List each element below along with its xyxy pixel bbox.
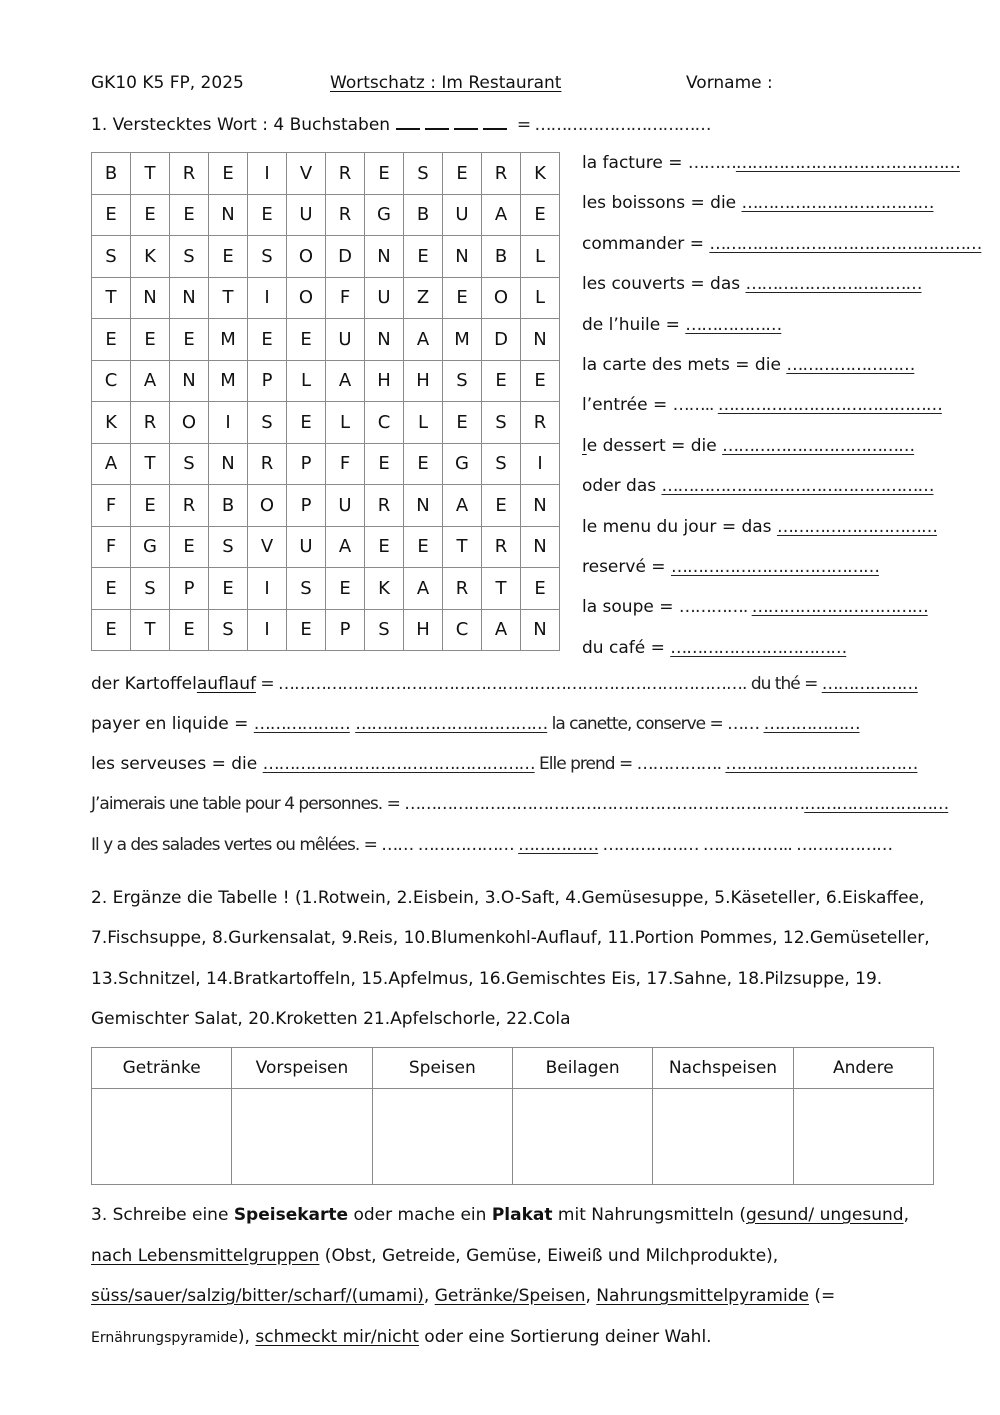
grid-cell[interactable]: D bbox=[326, 236, 365, 278]
grid-cell[interactable]: N bbox=[521, 485, 560, 527]
prompt-text: payer en liquide = bbox=[91, 714, 254, 734]
vocab-prompt: de l’huile = bbox=[582, 314, 686, 335]
text: oder mache ein bbox=[348, 1205, 492, 1225]
vocab-prompt: la carte des mets = die bbox=[582, 354, 787, 375]
vocab-prompt: la soupe = bbox=[582, 597, 679, 618]
vocab-line-table bbox=[91, 794, 948, 814]
answer-dots[interactable]: ……………… …………….. ……………… bbox=[598, 835, 893, 855]
text: 3. Schreibe eine bbox=[91, 1205, 234, 1225]
vocab-article-blank[interactable]: …………. bbox=[678, 597, 752, 618]
prompt-text: les serveuses = die bbox=[91, 754, 263, 774]
grid-cell[interactable]: E bbox=[443, 402, 482, 444]
prompt-text: Elle prend = ……………. bbox=[534, 754, 726, 774]
grid-cell[interactable]: A bbox=[482, 610, 521, 652]
section3-instructions bbox=[91, 1195, 951, 1358]
vocab-answer-blank[interactable]: ………………………………… bbox=[670, 556, 879, 577]
grid-cell[interactable]: P bbox=[248, 361, 287, 403]
grid-cell[interactable]: R bbox=[170, 485, 209, 527]
grid-cell[interactable]: V bbox=[248, 527, 287, 569]
category-header: Speisen bbox=[372, 1048, 512, 1089]
grid-cell[interactable]: T bbox=[92, 278, 131, 320]
grid-cell[interactable]: T bbox=[209, 278, 248, 320]
grid-cell[interactable]: E bbox=[287, 610, 326, 652]
grid-cell[interactable]: U bbox=[443, 195, 482, 237]
grid-cell[interactable]: O bbox=[287, 278, 326, 320]
vocab-prompt: du café = bbox=[582, 637, 671, 658]
grid-cell[interactable]: N bbox=[131, 278, 170, 320]
vocab-item bbox=[582, 193, 981, 233]
grid-cell[interactable]: E bbox=[92, 319, 131, 361]
grid-cell[interactable]: O bbox=[482, 278, 521, 320]
grid-cell[interactable]: S bbox=[287, 568, 326, 610]
grid-cell[interactable]: R bbox=[365, 485, 404, 527]
prompt-text: J’aimerais une table pour 4 personnes. = ………………………………………………………………… bbox=[91, 794, 805, 814]
letter-blank-1[interactable] bbox=[396, 116, 420, 130]
answer-blank[interactable]: …………… bbox=[518, 835, 599, 855]
category-cell[interactable] bbox=[372, 1089, 512, 1185]
vocab-prompt: e dessert = die bbox=[586, 435, 723, 456]
course-label: GK10 K5 FP, 2025 bbox=[91, 73, 244, 93]
grid-cell[interactable]: E bbox=[131, 485, 170, 527]
grid-cell[interactable]: F bbox=[92, 485, 131, 527]
vocab-answer-blank[interactable]: …………………………………… bbox=[717, 395, 942, 416]
underlined-lebensmittelgruppen: nach Lebensmittelgruppen bbox=[91, 1245, 320, 1266]
grid-cell[interactable]: N bbox=[170, 361, 209, 403]
grid-cell[interactable]: P bbox=[326, 610, 365, 652]
vocab-prompt: les couverts = das bbox=[582, 274, 746, 295]
grid-cell[interactable]: S bbox=[248, 402, 287, 444]
grid-cell[interactable]: I bbox=[209, 402, 248, 444]
text: mit Nahrungsmitteln ( bbox=[552, 1205, 746, 1225]
category-header: Nachspeisen bbox=[653, 1048, 793, 1089]
answer-blank[interactable]: …………………………………………… bbox=[262, 754, 535, 774]
text: , bbox=[903, 1205, 909, 1225]
grid-cell[interactable]: C bbox=[443, 610, 482, 652]
grid-cell[interactable]: E bbox=[482, 485, 521, 527]
text: ), bbox=[237, 1326, 256, 1347]
answer-blank[interactable]: ……………………………… bbox=[725, 754, 918, 774]
grid-cell[interactable]: A bbox=[131, 361, 170, 403]
grid-cell[interactable]: S bbox=[404, 153, 443, 195]
grid-cell[interactable]: S bbox=[482, 444, 521, 486]
grid-cell[interactable]: S bbox=[443, 361, 482, 403]
grid-cell[interactable]: E bbox=[404, 444, 443, 486]
vocab-prompt: oder das bbox=[582, 476, 662, 497]
text: (Obst, Getreide, Gemüse, Eiweiß und Milchprodukte), bbox=[319, 1245, 779, 1266]
grid-cell[interactable]: G bbox=[131, 527, 170, 569]
vocab-item bbox=[582, 638, 981, 678]
underlined-tastes: süss/sauer/salzig/bitter/scharf/(umami) bbox=[91, 1286, 424, 1306]
grid-cell[interactable]: P bbox=[170, 568, 209, 610]
grid-cell[interactable]: K bbox=[521, 153, 560, 195]
grid-cell[interactable]: S bbox=[170, 444, 209, 486]
vocab-line-kartoffelauflauf bbox=[91, 674, 918, 694]
grid-cell[interactable]: A bbox=[404, 319, 443, 361]
grid-cell[interactable]: E bbox=[404, 236, 443, 278]
grid-cell[interactable]: U bbox=[287, 195, 326, 237]
vocab-item bbox=[582, 476, 981, 516]
grid-cell[interactable]: C bbox=[365, 402, 404, 444]
grid-cell[interactable]: S bbox=[482, 402, 521, 444]
vocab-prompt: l’entrée = bbox=[582, 395, 673, 416]
vocab-line-serveuses bbox=[91, 754, 917, 774]
vocab-answer-blank[interactable]: …………………………… bbox=[745, 274, 922, 295]
grid-cell[interactable]: R bbox=[248, 444, 287, 486]
grid-cell[interactable]: R bbox=[326, 195, 365, 237]
text: , bbox=[423, 1286, 435, 1306]
answer-blank[interactable]: ……………………………… bbox=[355, 714, 548, 734]
hidden-word-prompt bbox=[91, 115, 711, 135]
vocab-item bbox=[582, 315, 981, 355]
grid-cell[interactable]: A bbox=[443, 485, 482, 527]
letter-blank-3[interactable] bbox=[454, 116, 478, 130]
vocab-article-blank[interactable]: …….. bbox=[672, 395, 718, 416]
grid-cell[interactable]: A bbox=[92, 444, 131, 486]
grid-cell[interactable]: E bbox=[326, 568, 365, 610]
category-cell[interactable] bbox=[232, 1089, 372, 1185]
grid-cell[interactable]: E bbox=[170, 527, 209, 569]
grid-cell[interactable]: I bbox=[248, 153, 287, 195]
vocab-line-salades bbox=[91, 835, 892, 855]
prompt-underlined: l bbox=[582, 435, 587, 456]
grid-cell[interactable]: C bbox=[92, 361, 131, 403]
vocab-answer-blank[interactable]: ……………………………… bbox=[741, 193, 934, 214]
grid-cell[interactable]: G bbox=[443, 444, 482, 486]
grid-cell[interactable]: O bbox=[287, 236, 326, 278]
vocab-item bbox=[582, 355, 981, 395]
underlined-getraenke-speisen: Getränke/Speisen bbox=[434, 1286, 586, 1306]
grid-cell[interactable]: U bbox=[287, 527, 326, 569]
vocab-answer-blank[interactable]: …………………… bbox=[786, 354, 915, 375]
grid-cell[interactable]: I bbox=[248, 568, 287, 610]
worksheet-title: Wortschatz : Im Restaurant bbox=[330, 73, 562, 93]
vocab-prompt: reservé = bbox=[582, 556, 671, 577]
grid-cell[interactable]: L bbox=[404, 402, 443, 444]
grid-cell[interactable]: S bbox=[209, 610, 248, 652]
grid-cell[interactable]: O bbox=[170, 402, 209, 444]
grid-cell[interactable]: R bbox=[131, 402, 170, 444]
grid-cell[interactable]: N bbox=[521, 610, 560, 652]
vocab-answer-blank[interactable]: …………………………… bbox=[751, 597, 928, 618]
grid-cell[interactable]: R bbox=[521, 402, 560, 444]
grid-cell[interactable]: B bbox=[404, 195, 443, 237]
grid-cell[interactable]: E bbox=[248, 319, 287, 361]
vocab-item bbox=[582, 517, 981, 557]
grid-cell[interactable]: Z bbox=[404, 278, 443, 320]
hidden-word-instruction: 1. Verstecktes Wort : 4 Buchstaben bbox=[91, 115, 391, 135]
grid-cell[interactable]: N bbox=[209, 444, 248, 486]
grid-cell[interactable]: E bbox=[209, 568, 248, 610]
text: (= bbox=[808, 1286, 836, 1306]
grid-cell[interactable]: D bbox=[482, 319, 521, 361]
grid-cell[interactable]: E bbox=[92, 195, 131, 237]
grid-cell[interactable]: F bbox=[92, 527, 131, 569]
grid-cell[interactable]: M bbox=[209, 361, 248, 403]
vocab-answer-blank[interactable]: …………………………… bbox=[670, 637, 847, 658]
vocab-item bbox=[582, 436, 981, 476]
grid-cell[interactable]: B bbox=[482, 236, 521, 278]
grid-cell[interactable]: T bbox=[131, 153, 170, 195]
vocab-item bbox=[582, 557, 981, 597]
grid-cell[interactable]: S bbox=[248, 236, 287, 278]
grid-cell[interactable]: E bbox=[209, 153, 248, 195]
vocab-answer-blank[interactable]: …………………………………………… bbox=[709, 233, 982, 254]
grid-cell[interactable]: N bbox=[365, 319, 404, 361]
grid-cell[interactable]: E bbox=[131, 319, 170, 361]
vocab-item bbox=[582, 395, 981, 435]
answer-blank[interactable]: ……………… bbox=[253, 714, 350, 734]
prompt-text: Il y a des salades vertes ou mêlées. = …… ……………… bbox=[91, 835, 519, 855]
grid-cell[interactable]: I bbox=[248, 278, 287, 320]
grid-cell[interactable]: R bbox=[326, 153, 365, 195]
grid-cell[interactable]: G bbox=[365, 195, 404, 237]
grid-cell[interactable]: R bbox=[170, 153, 209, 195]
grid-cell[interactable]: L bbox=[326, 402, 365, 444]
prompt-text: der Kartoffel bbox=[91, 674, 197, 694]
grid-cell[interactable]: E bbox=[92, 610, 131, 652]
vocab-item bbox=[582, 597, 981, 637]
underlined-gesund: gesund/ ungesund bbox=[745, 1205, 904, 1225]
answer-blank[interactable]: ……………………… bbox=[804, 794, 949, 814]
grid-cell[interactable]: E bbox=[92, 568, 131, 610]
grid-cell[interactable]: H bbox=[365, 361, 404, 403]
grid-cell[interactable]: F bbox=[326, 278, 365, 320]
grid-cell[interactable]: R bbox=[482, 527, 521, 569]
letter-blank-2[interactable] bbox=[425, 116, 449, 130]
prompt-underlined: auflauf bbox=[196, 674, 256, 694]
grid-cell[interactable]: V bbox=[287, 153, 326, 195]
grid-cell[interactable]: E bbox=[365, 153, 404, 195]
grid-cell[interactable]: E bbox=[248, 195, 287, 237]
small-text: Ernährungspyramide bbox=[91, 1329, 238, 1346]
grid-cell[interactable]: A bbox=[482, 195, 521, 237]
category-header: Beilagen bbox=[512, 1048, 652, 1089]
word-search-grid bbox=[91, 152, 560, 651]
grid-cell[interactable]: E bbox=[170, 319, 209, 361]
grid-cell[interactable]: M bbox=[209, 319, 248, 361]
grid-cell[interactable]: U bbox=[365, 278, 404, 320]
category-cell[interactable] bbox=[92, 1089, 232, 1185]
grid-cell[interactable]: A bbox=[326, 527, 365, 569]
vocab-answer-blank[interactable]: ……………………………… bbox=[722, 435, 915, 456]
category-header: Vorspeisen bbox=[232, 1048, 372, 1089]
category-cell[interactable] bbox=[512, 1089, 652, 1185]
grid-cell[interactable]: E bbox=[521, 361, 560, 403]
answer-blank[interactable]: ……………… bbox=[821, 674, 918, 694]
grid-cell[interactable]: H bbox=[404, 361, 443, 403]
grid-cell[interactable]: E bbox=[131, 195, 170, 237]
grid-cell[interactable]: P bbox=[287, 444, 326, 486]
vocab-answer-blank[interactable]: ………………………… bbox=[776, 516, 937, 537]
bold-plakat: Plakat bbox=[491, 1205, 553, 1225]
grid-cell[interactable]: T bbox=[482, 568, 521, 610]
grid-cell[interactable]: L bbox=[521, 236, 560, 278]
grid-cell[interactable]: T bbox=[131, 610, 170, 652]
grid-cell[interactable]: I bbox=[521, 444, 560, 486]
grid-cell[interactable]: U bbox=[326, 319, 365, 361]
grid-cell[interactable]: E bbox=[365, 444, 404, 486]
prompt-text: = ……………………………………………………………………………. du thé = bbox=[255, 674, 822, 694]
grid-cell[interactable]: S bbox=[209, 527, 248, 569]
grid-cell[interactable]: N bbox=[404, 485, 443, 527]
grid-cell[interactable]: S bbox=[92, 236, 131, 278]
grid-cell[interactable]: K bbox=[365, 568, 404, 610]
grid-cell[interactable]: R bbox=[482, 153, 521, 195]
underlined-pyramide: Nahrungsmittelpyramide bbox=[596, 1286, 809, 1306]
vocab-item bbox=[582, 274, 981, 314]
grid-cell[interactable]: E bbox=[170, 195, 209, 237]
grid-cell[interactable]: O bbox=[248, 485, 287, 527]
grid-cell[interactable]: K bbox=[131, 236, 170, 278]
grid-cell[interactable]: A bbox=[326, 361, 365, 403]
prompt-text: la canette, conserve = …… bbox=[547, 714, 764, 734]
bold-speisekarte: Speisekarte bbox=[233, 1205, 349, 1225]
grid-cell[interactable]: N bbox=[443, 236, 482, 278]
grid-cell[interactable]: N bbox=[521, 527, 560, 569]
grid-cell[interactable]: S bbox=[170, 236, 209, 278]
text: , bbox=[585, 1286, 597, 1306]
grid-cell[interactable]: E bbox=[443, 153, 482, 195]
grid-cell[interactable]: E bbox=[209, 236, 248, 278]
grid-cell[interactable]: N bbox=[521, 319, 560, 361]
vocab-prompt: commander = bbox=[582, 233, 710, 254]
grid-cell[interactable]: E bbox=[521, 568, 560, 610]
category-header: Andere bbox=[793, 1048, 933, 1089]
grid-cell[interactable]: E bbox=[482, 361, 521, 403]
grid-cell[interactable]: A bbox=[404, 568, 443, 610]
grid-cell[interactable]: E bbox=[443, 278, 482, 320]
answer-blank[interactable]: ……………… bbox=[763, 714, 860, 734]
text: oder eine Sortierung deiner Wahl. bbox=[418, 1326, 712, 1347]
vocab-prompt: la facture = bbox=[582, 153, 688, 173]
grid-cell[interactable]: F bbox=[326, 444, 365, 486]
vocab-item bbox=[582, 234, 981, 274]
vocab-list bbox=[582, 153, 981, 678]
vocab-article-blank[interactable]: ……… bbox=[687, 153, 736, 173]
grid-cell[interactable]: L bbox=[287, 361, 326, 403]
vocab-line-payer bbox=[91, 714, 860, 734]
grid-cell[interactable]: K bbox=[92, 402, 131, 444]
grid-cell[interactable]: E bbox=[287, 402, 326, 444]
category-cell[interactable] bbox=[793, 1089, 933, 1185]
vocab-prompt: les boissons = die bbox=[582, 193, 742, 214]
grid-cell[interactable]: U bbox=[326, 485, 365, 527]
grid-cell[interactable]: L bbox=[521, 278, 560, 320]
grid-cell[interactable]: E bbox=[404, 527, 443, 569]
grid-cell[interactable]: S bbox=[365, 610, 404, 652]
grid-cell[interactable]: I bbox=[248, 610, 287, 652]
grid-cell[interactable]: R bbox=[443, 568, 482, 610]
grid-cell[interactable]: T bbox=[131, 444, 170, 486]
underlined-schmeckt: schmeckt mir/nicht bbox=[255, 1326, 419, 1347]
vocab-answer-blank[interactable]: …………………………………………… bbox=[661, 476, 934, 497]
grid-cell[interactable]: N bbox=[365, 236, 404, 278]
category-header: Getränke bbox=[92, 1048, 232, 1089]
vocab-answer-blank[interactable]: …………………………………… bbox=[735, 153, 960, 173]
category-table bbox=[91, 1047, 934, 1185]
vocab-prompt: le menu du jour = das bbox=[582, 516, 777, 537]
category-cell[interactable] bbox=[653, 1089, 793, 1185]
grid-cell[interactable]: E bbox=[170, 610, 209, 652]
grid-cell[interactable]: N bbox=[170, 278, 209, 320]
grid-cell[interactable]: T bbox=[443, 527, 482, 569]
vocab-answer-blank[interactable]: ……………… bbox=[685, 314, 782, 335]
grid-cell[interactable]: E bbox=[287, 319, 326, 361]
grid-cell[interactable]: E bbox=[521, 195, 560, 237]
hidden-word-answer[interactable]: = …………………………… bbox=[516, 115, 711, 135]
letter-blank-4[interactable] bbox=[483, 116, 507, 130]
grid-cell[interactable]: H bbox=[404, 610, 443, 652]
first-name-label: Vorname : bbox=[686, 73, 773, 93]
grid-cell[interactable]: S bbox=[131, 568, 170, 610]
grid-cell[interactable]: B bbox=[92, 153, 131, 195]
grid-cell[interactable]: M bbox=[443, 319, 482, 361]
grid-cell[interactable]: E bbox=[365, 527, 404, 569]
vocab-item bbox=[582, 153, 981, 193]
grid-cell[interactable]: P bbox=[287, 485, 326, 527]
section2-instructions: 2. Ergänze die Tabelle ! (1.Rotwein, 2.Eisbein, 3.O-Saft, 4.Gemüsesuppe, 5.Käseteller, 6.Eiskaffee, 7.Fischsuppe, 8.Gurkensalat, 9.Reis, 10.Blumenkohl-Auflauf, 11.Portion Pommes, 12.Gemüseteller, 13.Schnitzel, 14.Bratkartoffeln, 15.Apfelmus, 16.Gemischtes Eis, 17.Sahne, 18.Pilzsuppe, 19. Gemischter Salat, 20.Kroketten 21.Apfelschorle, 22.Cola bbox=[91, 888, 930, 1029]
grid-cell[interactable]: B bbox=[209, 485, 248, 527]
grid-cell[interactable]: N bbox=[209, 195, 248, 237]
